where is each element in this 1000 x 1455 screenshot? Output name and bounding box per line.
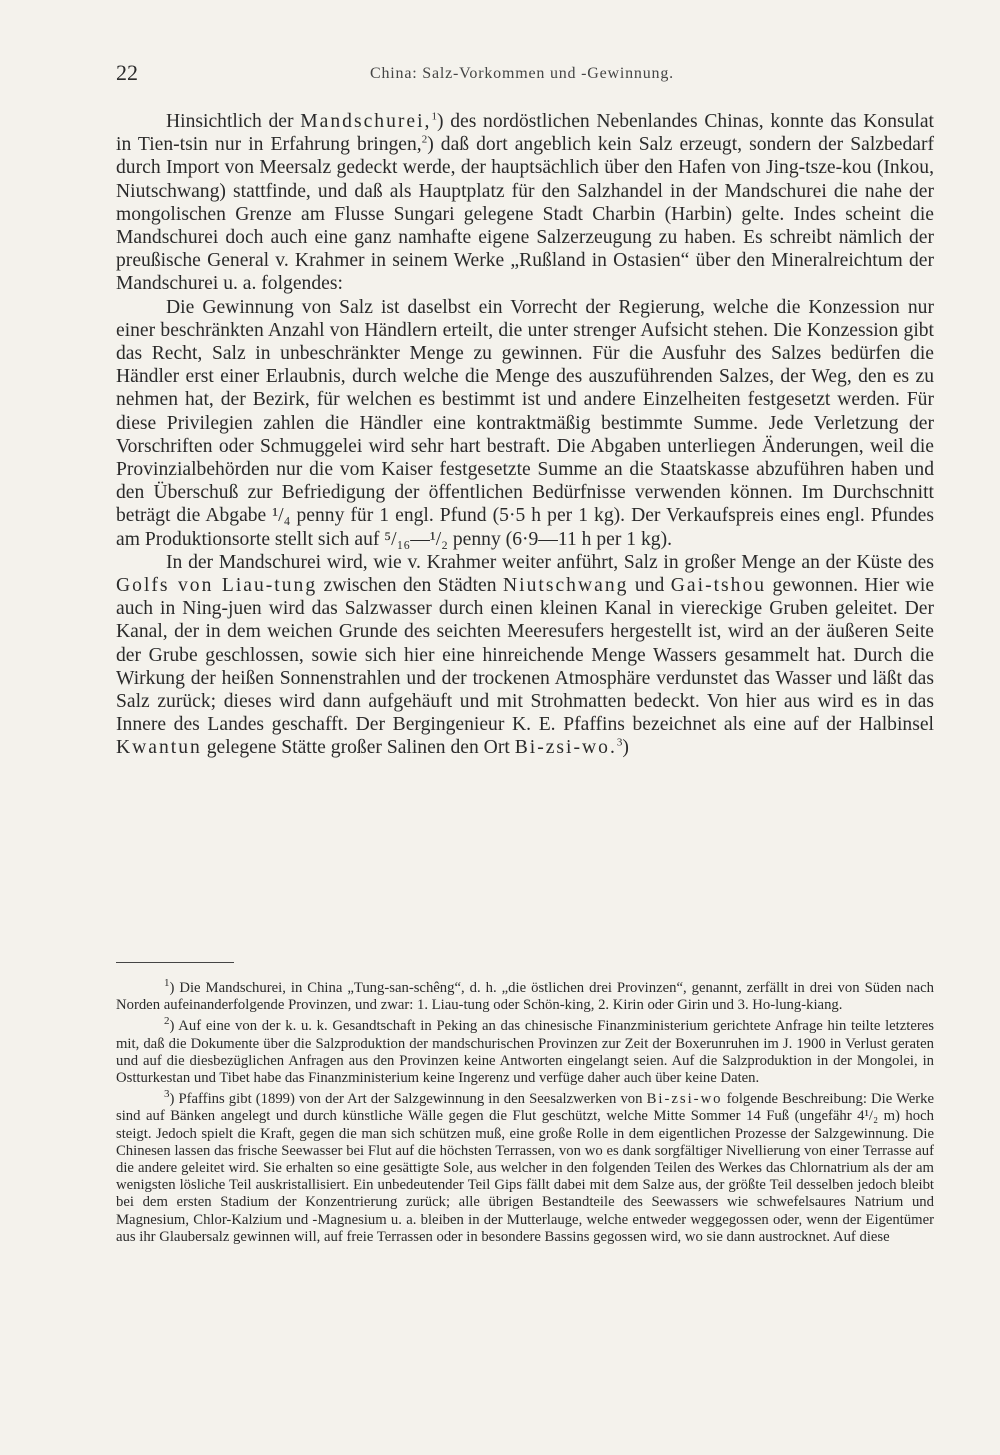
paragraph-1 <box>116 110 934 296</box>
text-run: und <box>628 575 671 597</box>
text-run: gelegene Stätte großer Salinen den Ort <box>201 737 515 759</box>
footnote-mark: 3 <box>164 1088 170 1101</box>
footnote-ref-1: 1 <box>431 110 437 123</box>
spaced-term-bi-zsi-wo: Bi-zsi-wo <box>646 1091 723 1108</box>
text-run: penny (6·9—11 h per 1 kg). <box>447 528 672 550</box>
text-run: Hinsichtlich der <box>166 111 301 132</box>
page-header <box>116 60 936 90</box>
page-number: 22 <box>116 60 138 85</box>
spaced-term-gai-tshou: Gai-tshou <box>670 575 767 597</box>
footnote-2 <box>116 1015 934 1087</box>
footnote-text: folgende Beschreibung: Die Werke sind auf Bänken angelegt und durch künstliche Wälle gegen die Flut geschützt, welche Mitte Sommer 14 Fuß (ungefähr 4¹/₂ m) hoch steigt. Jedoch spielt die Kraft, gegen die man sich schützen muß, eine große Rolle in dem eigentlichen Prozesse der Salzgewinnung. Die Chinesen lassen das frische Seewasser bei Flut auf die höchsten Terrassen, von wo es dank sorgfältiger Nivellierung von einer Terrasse auf die andere geleitet wird. Sie erhalten so eine gesättigte Sole, aus welcher in den folgenden Teilen des Werkes das Chlornatrium als der am wenigsten lösliche Teil auskristallisiert. Ein unbedeutender Teil Gips fällt dabei mit dem Salze aus, der größte Teil desselben jedoch bleibt bei dem ersten Stadium der Konzentrierung zurück; alle übrigen Bestandteile des Seewassers wie schwefelsaures Natrium und Magnesium, Chlor-Kalzium und -Magnesium u. a. bleiben in der Mutterlauge, welche entweder weggegossen oder, wenn der Eigentümer aus ihr Glaubersalz gewinnen will, auf freie Terrassen oder in besondere Bassins gegossen wird, wo sie dann austrocknet. Auf diese <box>116 1091 935 1245</box>
main-text <box>116 110 934 760</box>
spaced-term-golf: Golfs von Liau-tung <box>116 575 318 597</box>
footnote-3 <box>116 1088 935 1246</box>
footnotes <box>116 977 935 1250</box>
footnote-ref-3: 3 <box>616 736 623 749</box>
spaced-term-kwantun: Kwantun <box>116 737 202 759</box>
footnote-text: ) Die Mandschurei, in China „Tung-san-schêng“, d. h. „die östlichen drei Provinzen“, genannt, zerfällt in drei von Süden nach Norden aufeinanderfolgende Provinzen, und zwar: 1. Liau-tung oder Schön-king, 2. Kirin oder Girin und 3. Ho-lung-kiang. <box>116 980 934 1014</box>
footnote-1 <box>116 977 934 1014</box>
text-run: Die Gewinnung von Salz ist daselbst ein Vorrecht der Regierung, welche die Konzession nur einer beschränkten Anzahl von Händlern erteilt, die unter strenger Aufsicht stehen. Die Konzession gibt das Recht, Salz in unbeschränkter Menge zu gewinnen. Für die Ausfuhr des Salzes bedürfen die Händler erst einer Erlaubnis, durch welche die Menge des auszuführenden Salzes, der Weg, den es zu nehmen hat, der Bezirk, für welchen es bestimmt ist und andere Einzelheiten festgesetzt werden. Für diese Privilegien zahlen die Händler eine kontraktmäßig bestimmte Summe. Jede Verletzung der Vorschriften oder Schmuggelei wird sehr hart bestraft. Die Abgaben unterliegen Änderungen, weil die Provinzialbehörden nur die vom Kaiser festgesetzte Summe an die Staatskasse abzuführen haben und den Überschuß zur Befriedigung der öffentlichen Bedürfnisse verwenden können. Im Durchschnitt beträgt die Abgabe <box>116 296 934 527</box>
footnote-mark: 1 <box>164 977 170 990</box>
paragraph-2 <box>116 296 934 551</box>
text-run: ) daß dort angeblich kein Salz erzeugt, sondern der Salzbedarf durch Import von Meersalz gedeckt werde, der hauptsächlich über den Hafen von Jing-tsze-kou (Inkou, Niutschwang) stattfinde, und daß als Hauptplatz für den Salzhandel in der Mandschurei die nahe der mongolischen Grenze am Flusse Sungari gelegene Stadt Charbin (Harbin) gelte. Indes scheint die Mandschurei doch auch eine ganz namhafte eigene Salzerzeugung zu haben. Es schreibt nämlich der preußische General v. Krahmer in seinem Werke „Rußland in Ostasien“ über den Mineralreichtum der Mandschurei u. a. folgendes: <box>116 134 934 295</box>
footnote-rule <box>116 962 234 963</box>
spaced-term-mandschurei: Mandschurei, <box>300 111 432 132</box>
text-run: gewonnen. Hier wie auch in Ning-juen wird das Salzwasser durch einen kleinen Kanal in viereckige Gruben geleitet. Der Kanal, der in dem weichen Grunde des seichten Meeresufers hergestellt ist, wird an der äußeren Seite der Grube geschlossen, sowie sich hier eine hinreichende Menge Wassers gesammelt hat. Durch die Wirkung der heißen Sonnenstrahlen und der trockenen Atmosphäre verdunstet das Wasser und läßt das Salz zurück; dieses wird dann aufgehäuft und mit Strohmatten bedeckt. Von hier aus wird es in das Innere des Landes geschafft. Der Bergingenieur K. E. Pfaffins bezeichnet als eine auf der Halbinsel <box>116 575 935 736</box>
footnote-text: ) Pfaffins gibt (1899) von der Art der Salzgewinnung in den Seesalzwerken von <box>169 1091 647 1108</box>
text-run: ) des nordöstlichen Nebenlandes Chinas, konnte das Konsulat in Tien-tsin nur in Erfahrung bringen, <box>116 111 935 156</box>
footnote-text: ) Auf eine von der k. u. k. Gesandtschaft in Peking an das chinesische Finanzministerium gerichtete Anfrage hin teilte letzteres mit, daß die Dokumente über die Salzproduktion der mandschurischen Provinzen zur Zeit der Boxerunruhen im J. 1900 in Verlust geraten und auf die diesbezüglichen Anfragen aus den Provinzen keine Antworten eingelangt seien. Auf die Salzproduktion in der Mongolei, in Ostturkestan und Tibet habe das Finanzministerium keine Ingerenz und verfüge daher auch über keine Daten. <box>116 1018 934 1087</box>
footnote-ref-2: 2 <box>421 133 428 146</box>
paragraph-3 <box>116 551 934 760</box>
spaced-term-niutschwang: Niutschwang <box>503 575 629 597</box>
text-run: In der Mandschurei wird, wie v. Krahmer weiter anführt, Salz in großer Menge an der Küste des <box>166 551 934 573</box>
fraction: ¹/₄ <box>272 505 291 527</box>
spaced-term-bi-zsi-wo: Bi-zsi-wo. <box>514 737 617 759</box>
fraction: ⁵/₁₆—¹/₂ <box>384 528 448 550</box>
text-run: ) <box>622 737 629 759</box>
text-run: penny für 1 engl. Pfund (5·5 h per 1 kg). Der Verkaufspreis eines engl. Pfundes am Produktionsorte stellt sich auf <box>116 505 934 550</box>
text-run: zwischen den Städten <box>317 575 504 597</box>
footnote-mark: 2 <box>164 1015 170 1028</box>
running-head: China: Salz-Vorkommen und -Gewinnung. <box>370 65 674 82</box>
